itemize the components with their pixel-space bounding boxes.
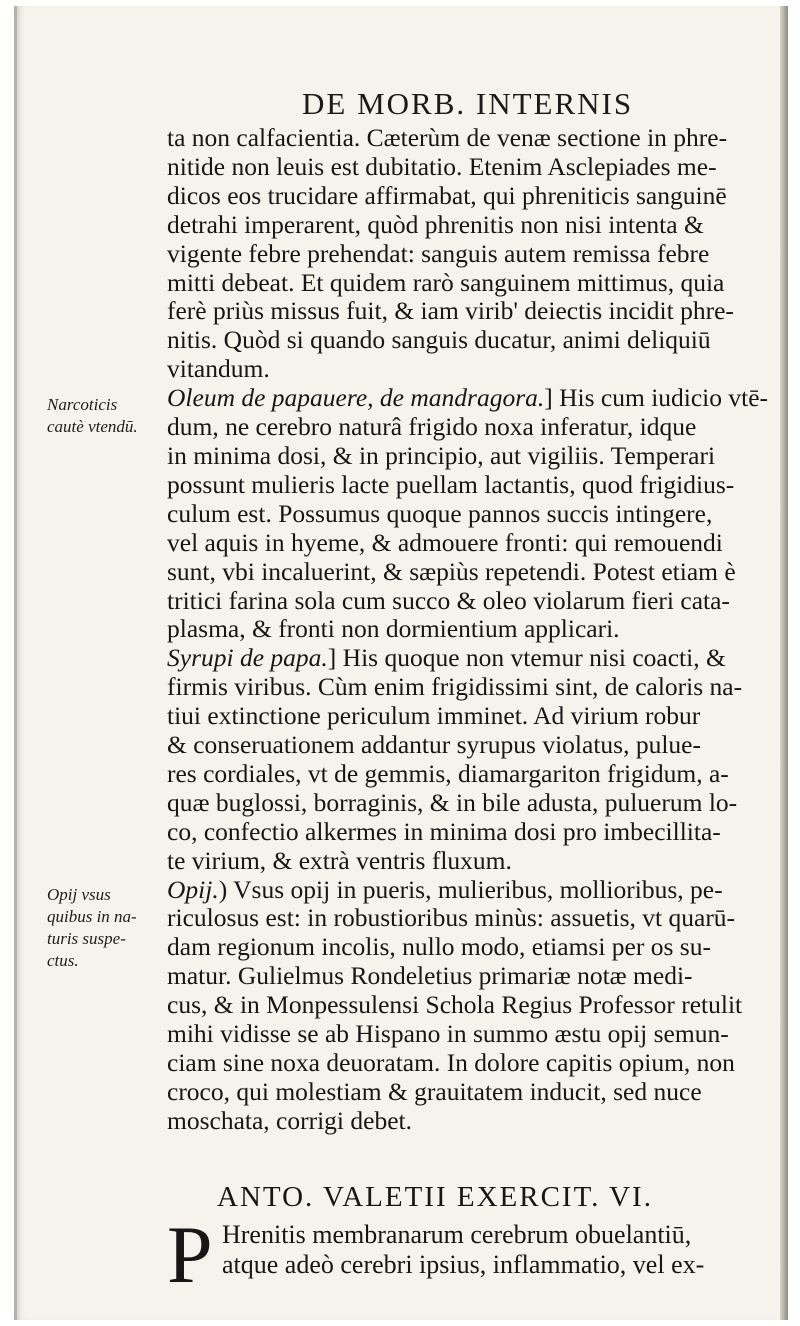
text-line: vel aquis in hyeme, & admouere fronti: qui remouendi [167,528,723,557]
text-line: nitide non leuis est dubitatio. Etenim Asclepiades me- [167,152,717,181]
book-page [14,6,788,1320]
text-line: moschata, corrigi debet. [167,1106,412,1135]
margin-note-line: turis suspe- [47,929,126,948]
text-line: dum, ne cerebro naturâ frigido noxa inferatur, idque [167,413,697,442]
text-fragment: ] His cum iudicio vtē- [544,384,769,413]
margin-note-line: cautè vtendū. [47,417,138,436]
rubric-oleum: Oleum de papauere, de mandragora. [167,384,545,413]
section-heading: ANTO. VALETII EXERCIT. VI. [217,1181,653,1213]
text-line: croco, qui molestiam & grauitatem inducit, sed nuce [167,1077,702,1106]
text-line: tritici farina sola cum succo & oleo violarum fieri cata- [167,586,730,615]
text-line: dicos eos trucidare affirmabat, qui phreniticis sanguinē [167,181,727,210]
text-line: in minima dosi, & in principio, aut vigiliis. Temperari [167,441,716,470]
paragraph-syrupi [167,644,773,875]
text-line: sunt, vbi incaluerint, & sæpiùs repetendi. Potest etiam è [167,557,736,586]
running-header: DE MORB. INTERNIS [302,86,634,121]
rubric-opij: Opij. [167,875,219,904]
paragraph-bloodletting [167,124,773,384]
text-line: firmis viribus. Cùm enim frigidissimi sint, de caloris na- [167,673,743,702]
drop-capital: P [167,1209,213,1300]
text-line: possunt mulieris lacte puellam lactantis, quod frigidius- [167,470,735,499]
text-line: cus, & in Monpessulensi Schola Regius Professor retulit [167,991,743,1020]
text-line: detrahi imperarent, quòd phrenitis non nisi intenta & [167,210,704,239]
rubric-syrupi: Syrupi de papa. [167,644,328,673]
text-line: nitis. Quòd si quando sanguis ducatur, animi deliquiū [167,326,711,355]
text-fragment: ) Vsus opij in pueris, mulieribus, mollioribus, pe- [218,875,723,904]
text-line [167,384,773,413]
text-line: vitandum. [167,355,270,384]
text-line: ferè priùs missus fuit, & iam virib' deiectis incidit phre- [167,297,734,326]
text-line [167,644,773,673]
text-line: co, confectio alkermes in minima dosi pro imbecillita- [167,817,721,846]
text-line: Hrenitis membranarum cerebrum obuelantiū, [222,1220,692,1249]
text-line: mitti debeat. Et quidem rarò sanguinem mittimus, quia [167,268,725,297]
text-line: mihi vidisse se ab Hispano in summo æstu opij semun- [167,1020,729,1049]
margin-note-line: ctus. [47,951,79,970]
text-line: atque adeò cerebri ipsius, inflammatio, vel ex- [222,1250,705,1279]
page-edge-shadow [780,6,788,1320]
margin-note-opium [47,884,167,972]
main-text [167,124,773,1136]
text-line: vigente febre prehendat: sanguis autem remissa febre [167,239,710,268]
margin-note-narcotics [47,394,167,438]
text-line: te virium, & extrà ventris fluxum. [167,846,512,875]
text-fragment: ] His quoque non vtemur nisi coacti, & [327,644,726,673]
text-line [167,876,773,905]
paragraph-oleum [167,384,773,644]
text-line: ciam sine noxa deuoratam. In dolore capitis opium, non [167,1049,735,1077]
section-opening-text [222,1220,772,1280]
text-line: res cordiales, vt de gemmis, diamargariton frigidum, a- [167,759,729,788]
paragraph-opij [167,876,773,1136]
text-line: plasma, & fronti non dormientium applicari. [167,615,620,644]
text-line: culum est. Possumus quoque pannos succis intingere, [167,499,713,528]
margin-note-line: Opij vsus [47,885,111,904]
text-line: quæ buglossi, borraginis, & in bile adusta, puluerum lo- [167,788,738,817]
text-line: ta non calfacientia. Cæterùm de venæ sectione in phre- [167,124,728,152]
margin-note-line: quibus in na- [47,907,137,926]
text-line: dam regionum incolis, nullo modo, etiamsi per os su- [167,933,711,962]
text-line: matur. Gulielmus Rondeletius primariæ notæ medi- [167,962,693,991]
margin-note-line: Narcoticis [47,395,118,414]
text-line: tiui extinctione periculum imminet. Ad virium robur [167,702,701,731]
text-line: & conseruationem addantur syrupus violatus, pulue- [167,731,701,760]
text-line: riculosus est: in robustioribus minùs: assuetis, vt quarū- [167,904,736,933]
